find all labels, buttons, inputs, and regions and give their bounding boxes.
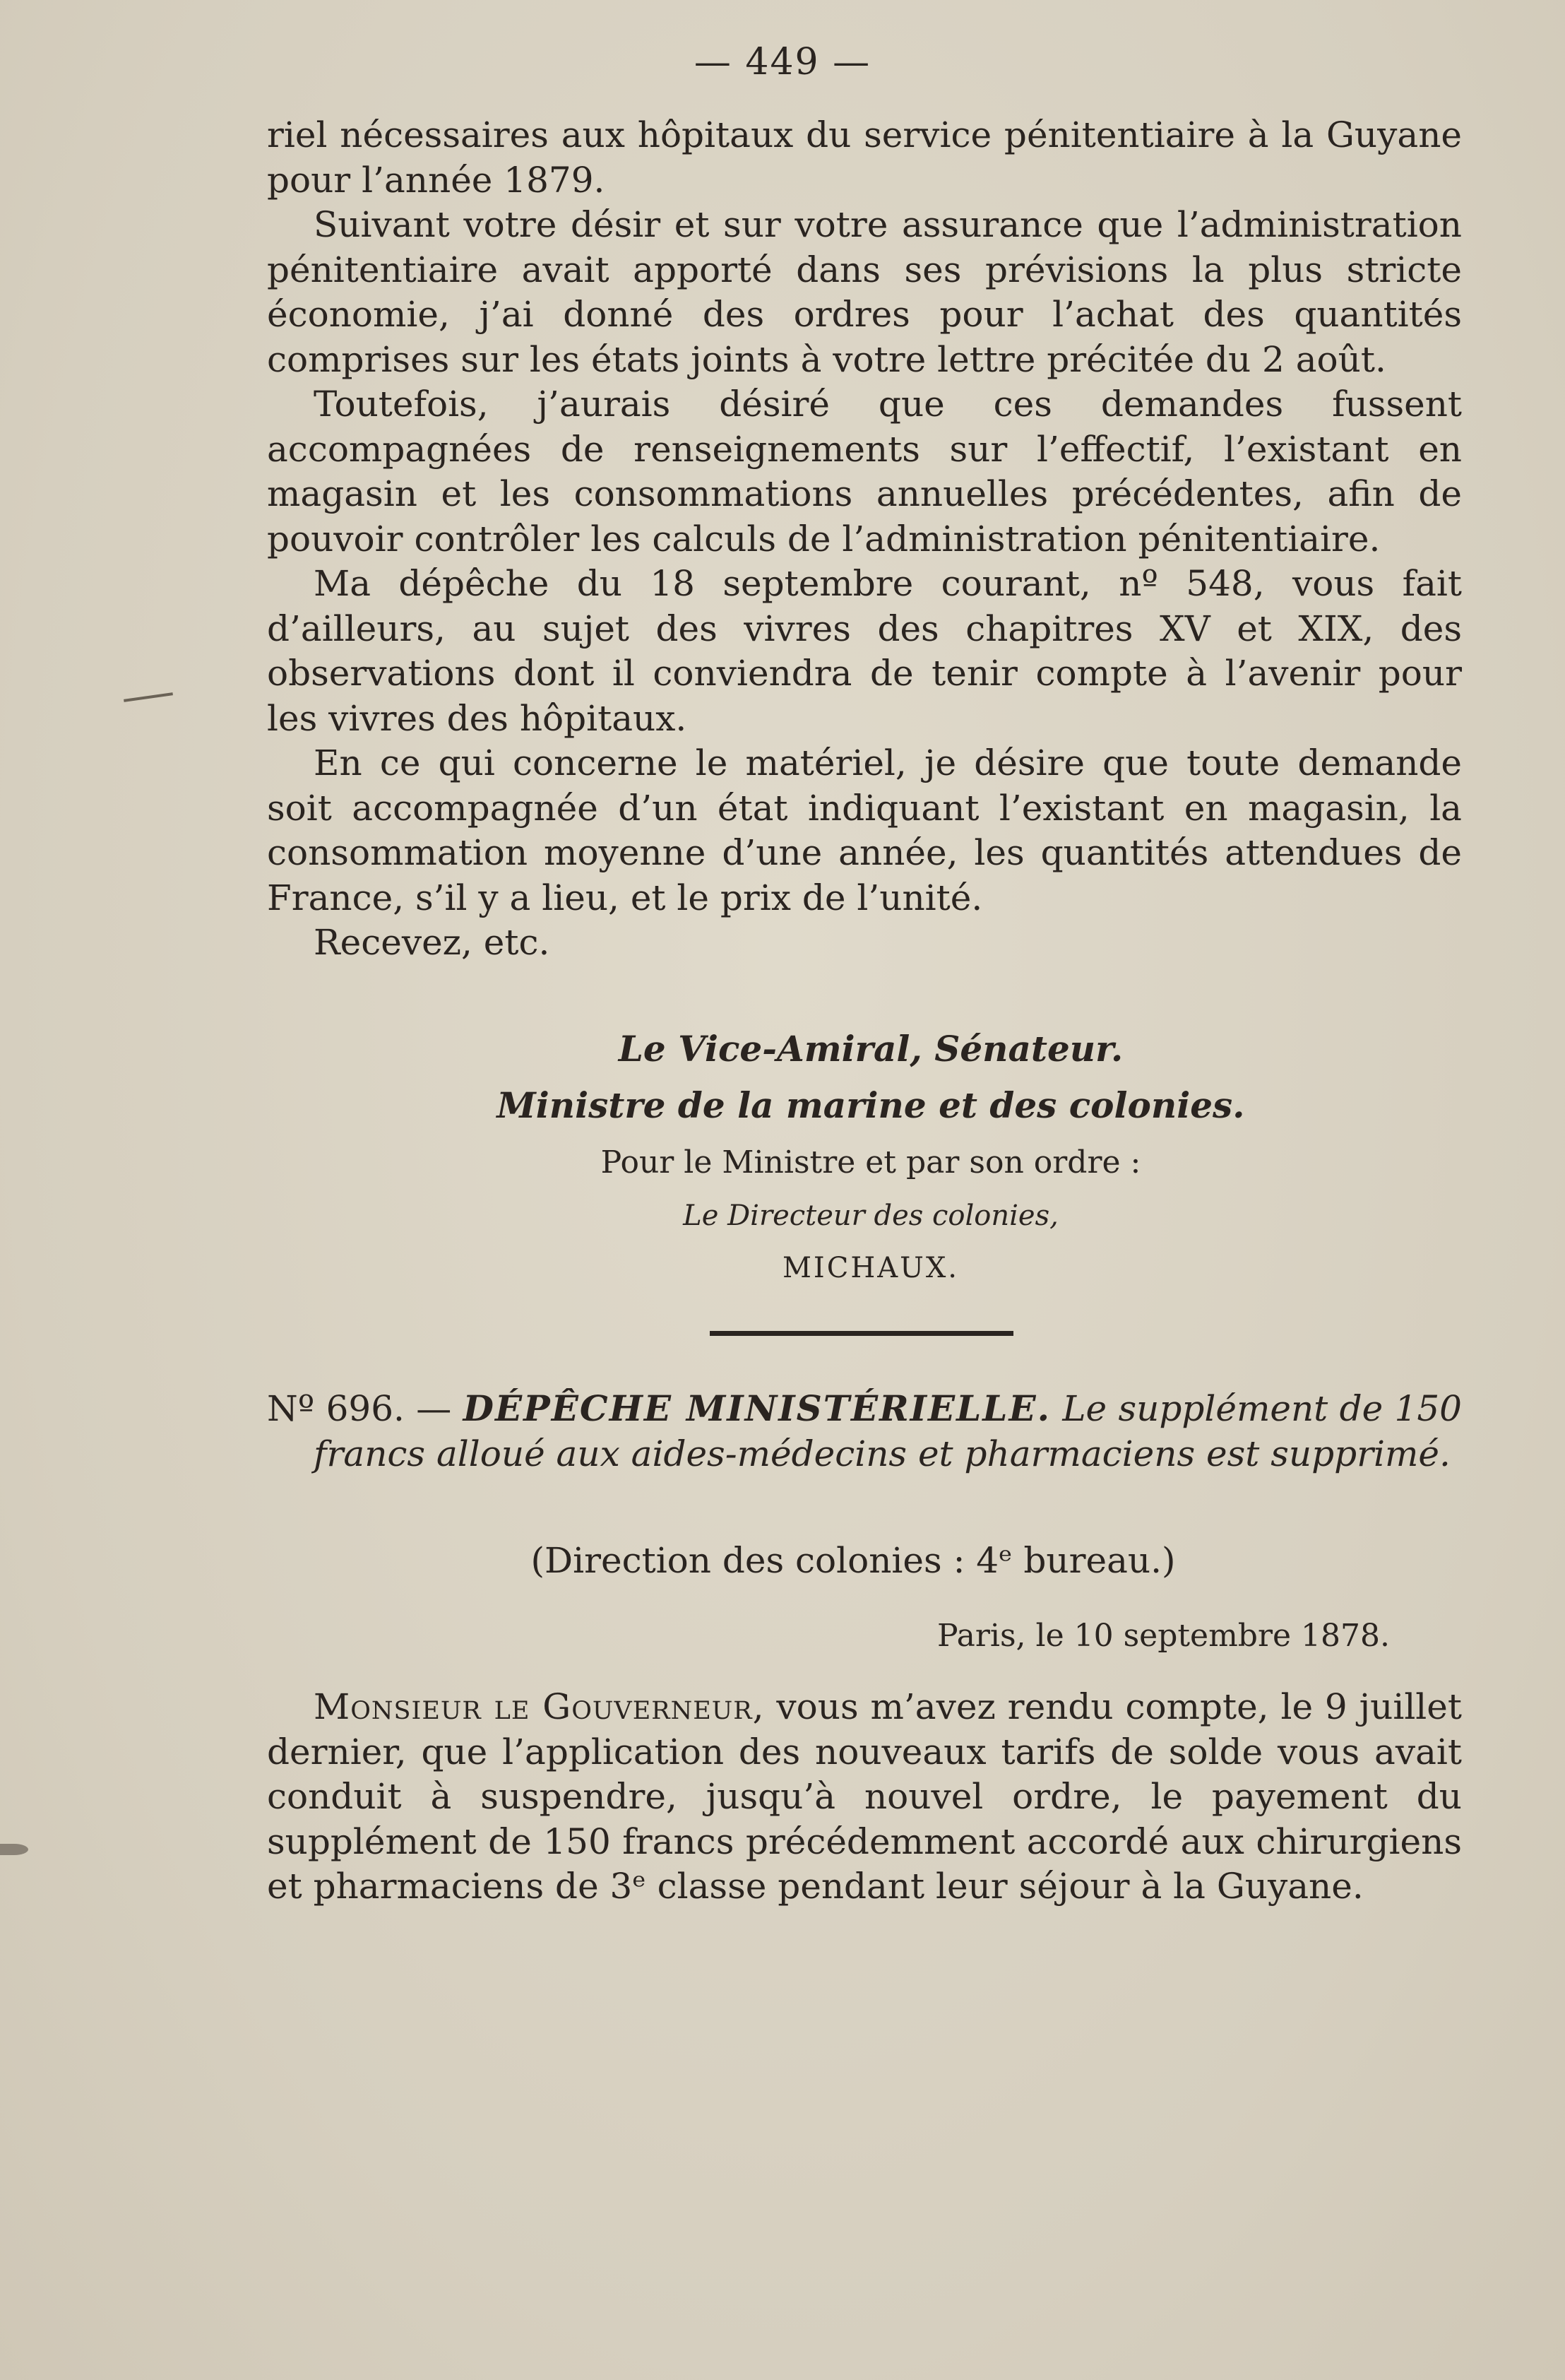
dispatch-dateline: Paris, le 10 septembre 1878. <box>936 1618 1390 1654</box>
letter-body-continued <box>267 113 1462 966</box>
dispatch-subject: Le supplément de 150 francs alloué aux aides-médecins et pharmaciens est supprimé. <box>314 1388 1462 1474</box>
signature-title: Le Vice-Amiral, Sénateur. <box>618 1028 1124 1070</box>
closing-formula: Recevez, etc. <box>314 922 550 963</box>
paragraph: Ma dépêche du 18 septembre courant, nº 548, vous fait d’ailleurs, au sujet des vivres des chapitres XV et XIX, des observations dont il conviendra de tenir compte à l’avenir pour les vivres des hôpitaux. <box>267 563 1462 739</box>
paragraph: Suivant votre désir et sur votre assurance que l’administration pénitentiaire avait apporté dans ses prévisions la plus stricte économie, j’ai donné des ordres pour l’achat des quantités comprises sur les états joints à votre lettre précitée du 2 août. <box>267 204 1462 380</box>
paragraph <box>267 1685 1462 1910</box>
signature-delegation: Pour le Ministre et par son ordre : <box>600 1144 1141 1180</box>
section-divider <box>710 1331 1013 1336</box>
dispatch-letter-body <box>267 1685 1462 1910</box>
letter-text: vous m’avez rendu compte, le 9 juillet dernier, que l’application des nouveaux tarifs de solde vous avait conduit à suspendre, jusqu’à nouvel ordre, le payement du supplément de 150 francs précédemment accordé aux chirurgiens et pharmaciens de 3ᵉ classe pendant leur séjour à la Guyane. <box>267 1686 1462 1907</box>
signature-office: Ministre de la marine et des colonies. <box>496 1084 1245 1126</box>
margin-mark <box>0 1844 28 1855</box>
dispatch-kind: DÉPÊCHE MINISTÉRIELLE. <box>463 1387 1051 1429</box>
dispatch-number: Nº 696. — <box>267 1388 463 1429</box>
signature-director-title: Le Directeur des colonies, <box>683 1200 1059 1232</box>
page-number: — 449 — <box>694 41 871 83</box>
paragraph: riel nécessaires aux hôpitaux du service pénitentiaire à la Guyane pour l’année 1879. <box>267 114 1462 201</box>
dispatch-direction: (Direction des colonies : 4ᵉ bureau.) <box>530 1540 1176 1581</box>
margin-mark <box>124 692 173 702</box>
dispatch-heading <box>267 1386 1462 1476</box>
signature-name: MICHAUX. <box>782 1252 960 1284</box>
salutation: Monsieur le Gouverneur, <box>314 1686 765 1727</box>
paragraph: En ce qui concerne le matériel, je désire que toute demande soit accompagnée d’un état indiquant l’existant en magasin, la consommation moyenne d’une année, les quantités attendues de France, s’il y a lieu, et le prix de l’unité. <box>267 742 1462 918</box>
paragraph: Toutefois, j’aurais désiré que ces demandes fussent accompagnées de renseignements sur l’effectif, l’existant en magasin et les consommations annuelles précédentes, afin de pouvoir contrôler les calculs de l’administration pénitentiaire. <box>267 384 1462 560</box>
